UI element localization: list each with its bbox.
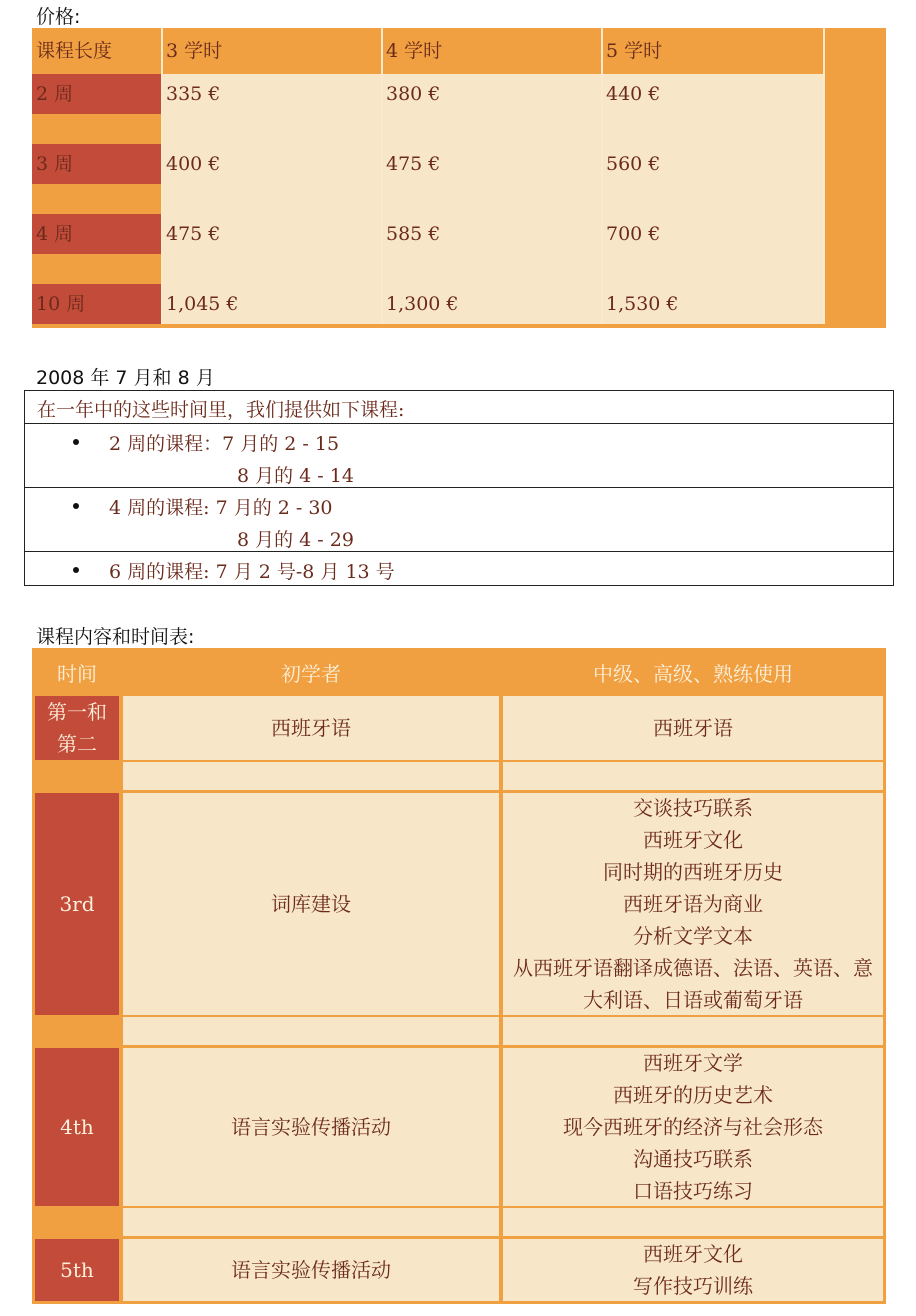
price-cell: 1,045 € bbox=[162, 284, 382, 324]
price-table bbox=[32, 28, 886, 328]
price-cell: 440 € bbox=[602, 74, 824, 114]
advanced-line: 分析文学文本 bbox=[633, 924, 753, 948]
schedule-header-beginner: 初学者 bbox=[123, 652, 499, 696]
schedule-time-line: 4th bbox=[60, 1115, 94, 1139]
schedule-time-cell bbox=[35, 793, 119, 1015]
schedule-time-line: 第二 bbox=[57, 732, 97, 756]
advanced-line: 口语技巧练习 bbox=[633, 1179, 753, 1203]
schedule-beginner-cell: 词库建设 bbox=[123, 793, 499, 1015]
price-row-duration: 3 周 bbox=[32, 144, 162, 184]
price-cell: 560 € bbox=[602, 144, 824, 184]
schedule-advanced-cell bbox=[503, 1239, 883, 1301]
price-row-duration: 2 周 bbox=[32, 74, 162, 114]
sessions-table bbox=[24, 390, 894, 586]
session-item bbox=[25, 423, 893, 487]
price-cell: 1,530 € bbox=[602, 284, 824, 324]
schedule-beginner-cell: 西班牙语 bbox=[123, 696, 499, 760]
schedule-header-advanced: 中级、高级、熟练使用 bbox=[503, 652, 883, 696]
price-cell: 700 € bbox=[602, 214, 824, 254]
schedule-beginner-cell: 语言实验传播活动 bbox=[123, 1048, 499, 1206]
price-cell: 1,300 € bbox=[382, 284, 602, 324]
price-spacer bbox=[162, 254, 824, 284]
session-line: 2 周的课程：7 月的 2 - 15 bbox=[109, 433, 340, 455]
schedule-beginner-cell: 语言实验传播活动 bbox=[123, 1239, 499, 1301]
schedule-table bbox=[32, 648, 886, 1304]
price-cell: 475 € bbox=[162, 214, 382, 254]
price-spacer bbox=[162, 184, 824, 214]
schedule-spacer bbox=[503, 1208, 883, 1236]
advanced-line: 西班牙文学 bbox=[643, 1051, 743, 1075]
schedule-spacer bbox=[123, 1208, 499, 1236]
price-cell: 335 € bbox=[162, 74, 382, 114]
price-row-duration: 4 周 bbox=[32, 214, 162, 254]
session-line: 8 月的 4 - 29 bbox=[237, 529, 354, 551]
column-divider bbox=[601, 28, 603, 324]
advanced-line: 同时期的西班牙历史 bbox=[603, 860, 783, 884]
sessions-heading: 2008 年 7 月和 8 月 bbox=[36, 367, 215, 389]
advanced-line: 西班牙语 bbox=[653, 716, 733, 740]
schedule-spacer bbox=[123, 1017, 499, 1045]
advanced-line: 西班牙文化 bbox=[643, 828, 743, 852]
schedule-spacer bbox=[503, 1017, 883, 1045]
advanced-line: 大利语、日语或葡萄牙语 bbox=[583, 988, 803, 1012]
price-row-duration: 10 周 bbox=[32, 284, 162, 324]
schedule-advanced-cell bbox=[503, 1048, 883, 1206]
schedule-heading: 课程内容和时间表: bbox=[36, 626, 195, 648]
advanced-line: 西班牙文化 bbox=[643, 1242, 743, 1266]
column-divider bbox=[381, 28, 383, 324]
schedule-advanced-cell bbox=[503, 696, 883, 760]
price-header-3h: 3 学时 bbox=[162, 28, 382, 74]
schedule-time-cell bbox=[35, 1048, 119, 1206]
advanced-line: 写作技巧训练 bbox=[633, 1274, 753, 1298]
price-header-5h: 5 学时 bbox=[602, 28, 824, 74]
schedule-time-line: 3rd bbox=[59, 892, 95, 916]
advanced-line: 交谈技巧联系 bbox=[633, 796, 753, 820]
schedule-time-cell bbox=[35, 1239, 119, 1301]
schedule-header-time: 时间 bbox=[35, 652, 119, 696]
advanced-line: 从西班牙语翻译成德语、法语、英语、意 bbox=[513, 956, 873, 980]
session-line: 6 周的课程: 7 月 2 号-8 月 13 号 bbox=[109, 561, 395, 583]
session-line: 4 周的课程: 7 月的 2 - 30 bbox=[109, 497, 333, 519]
price-cell: 585 € bbox=[382, 214, 602, 254]
price-header-4h: 4 学时 bbox=[382, 28, 602, 74]
sessions-intro-row bbox=[25, 391, 893, 423]
price-cell: 400 € bbox=[162, 144, 382, 184]
schedule-advanced-cell bbox=[503, 793, 883, 1015]
schedule-time-line: 5th bbox=[60, 1258, 94, 1282]
sessions-intro: 在一年中的这些时间里，我们提供如下课程: bbox=[37, 399, 405, 421]
price-spacer bbox=[162, 114, 824, 144]
price-cell: 380 € bbox=[382, 74, 602, 114]
bullet-icon bbox=[73, 567, 79, 573]
schedule-spacer bbox=[123, 762, 499, 790]
advanced-line: 沟通技巧联系 bbox=[633, 1147, 753, 1171]
advanced-line: 现今西班牙的经济与社会形态 bbox=[563, 1115, 823, 1139]
session-line: 8 月的 4 - 14 bbox=[237, 465, 354, 487]
column-divider bbox=[823, 28, 825, 324]
column-divider bbox=[161, 28, 163, 324]
bullet-icon bbox=[73, 439, 79, 445]
advanced-line: 西班牙语为商业 bbox=[623, 892, 763, 916]
price-heading: 价格: bbox=[36, 6, 81, 28]
price-header-duration: 课程长度 bbox=[32, 28, 162, 74]
bullet-icon bbox=[73, 503, 79, 509]
session-item bbox=[25, 551, 893, 585]
schedule-time-line: 第一和 bbox=[47, 700, 107, 724]
advanced-line: 西班牙的历史艺术 bbox=[613, 1083, 773, 1107]
session-item bbox=[25, 487, 893, 551]
schedule-time-cell bbox=[35, 696, 119, 760]
price-cell: 475 € bbox=[382, 144, 602, 184]
schedule-spacer bbox=[503, 762, 883, 790]
